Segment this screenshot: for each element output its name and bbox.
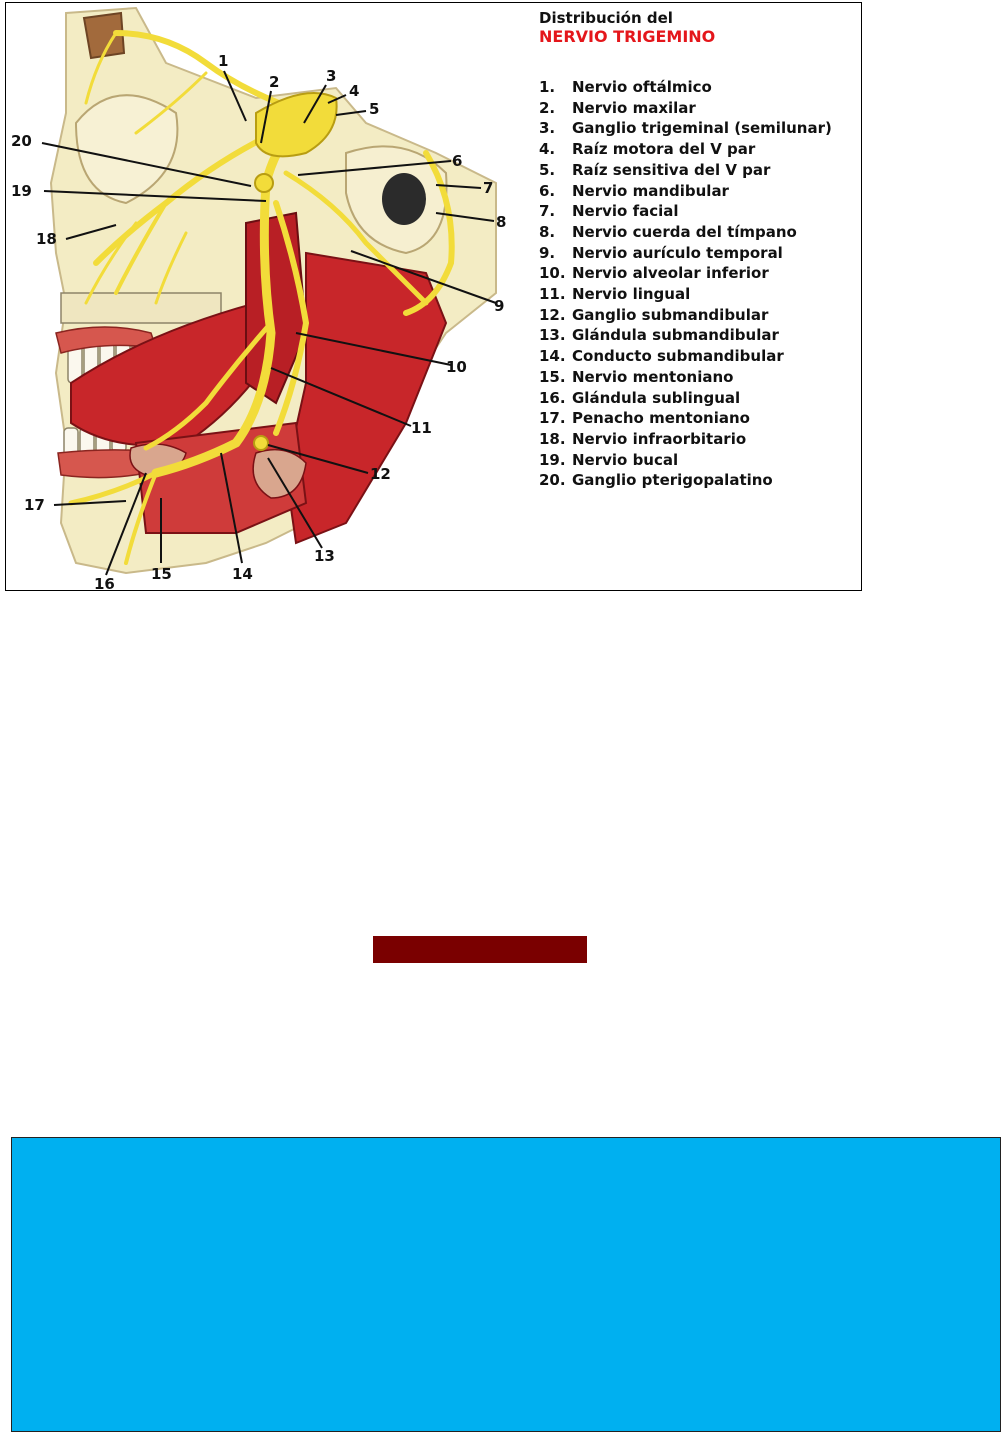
label-6: 6 — [452, 152, 463, 170]
figure-subtitle: NERVIO TRIGEMINO — [539, 27, 716, 46]
legend-item-4: 4. Raíz motora del V par — [539, 140, 756, 159]
label-20: 20 — [11, 132, 32, 150]
legend-list — [539, 77, 859, 491]
label-17: 17 — [24, 496, 45, 514]
legend-item-2: 2. Nervio maxilar — [539, 98, 696, 117]
legend-item-18: 18. Nervio infraorbitario — [539, 429, 747, 448]
label-16: 16 — [94, 575, 115, 590]
legend-item-7: 7. Nervio facial — [539, 202, 679, 221]
legend-item-19: 19. Nervio bucal — [539, 450, 679, 469]
legend-item-14: 14. Conducto submandibular — [539, 347, 784, 366]
label-5: 5 — [369, 100, 380, 118]
label-12: 12 — [370, 465, 391, 483]
label-14: 14 — [232, 565, 253, 583]
legend-item-5: 5. Raíz sensitiva del V par — [539, 160, 771, 179]
legend — [539, 9, 859, 491]
submandibular-ganglion — [254, 436, 268, 450]
label-19: 19 — [11, 182, 32, 200]
legend-item-6: 6. Nervio mandibular — [539, 181, 729, 200]
trigeminal-nerve-figure — [5, 2, 862, 591]
label-8: 8 — [496, 213, 507, 231]
legend-item-10: 10. Nervio alveolar inferior — [539, 264, 769, 283]
legend-item-20: 20. Ganglio pterigopalatino — [539, 471, 773, 490]
figure-title: Distribución del — [539, 9, 673, 27]
legend-item-15: 15. Nervio mentoniano — [539, 367, 734, 386]
label-7: 7 — [483, 179, 494, 197]
pterygopalatine-ganglion — [255, 174, 273, 192]
red-bar — [373, 936, 587, 963]
label-13: 13 — [314, 547, 335, 565]
label-10: 10 — [446, 358, 467, 376]
legend-item-9: 9. Nervio aurículo temporal — [539, 243, 783, 262]
anatomy-illustration — [6, 3, 536, 590]
upper-jaw-molars — [61, 293, 221, 323]
legend-item-8: 8. Nervio cuerda del tímpano — [539, 222, 797, 241]
label-3: 3 — [326, 67, 337, 85]
ear-opening — [382, 173, 426, 225]
label-1: 1 — [218, 52, 229, 70]
legend-item-12: 12. Ganglio submandibular — [539, 305, 769, 324]
legend-item-16: 16. Glándula sublingual — [539, 388, 741, 407]
label-9: 9 — [494, 297, 505, 315]
label-15: 15 — [151, 565, 172, 583]
legend-item-11: 11. Nervio lingual — [539, 285, 691, 304]
label-18: 18 — [36, 230, 57, 248]
legend-item-3: 3. Ganglio trigeminal (semilunar) — [539, 119, 832, 138]
legend-item-1: 1. Nervio oftálmico — [539, 78, 712, 96]
legend-item-17: 17. Penacho mentoniano — [539, 409, 750, 428]
label-4: 4 — [349, 82, 360, 100]
legend-item-13: 13. Glándula submandibular — [539, 326, 779, 345]
label-2: 2 — [269, 73, 280, 91]
label-11: 11 — [411, 419, 432, 437]
blue-box — [11, 1137, 1001, 1432]
